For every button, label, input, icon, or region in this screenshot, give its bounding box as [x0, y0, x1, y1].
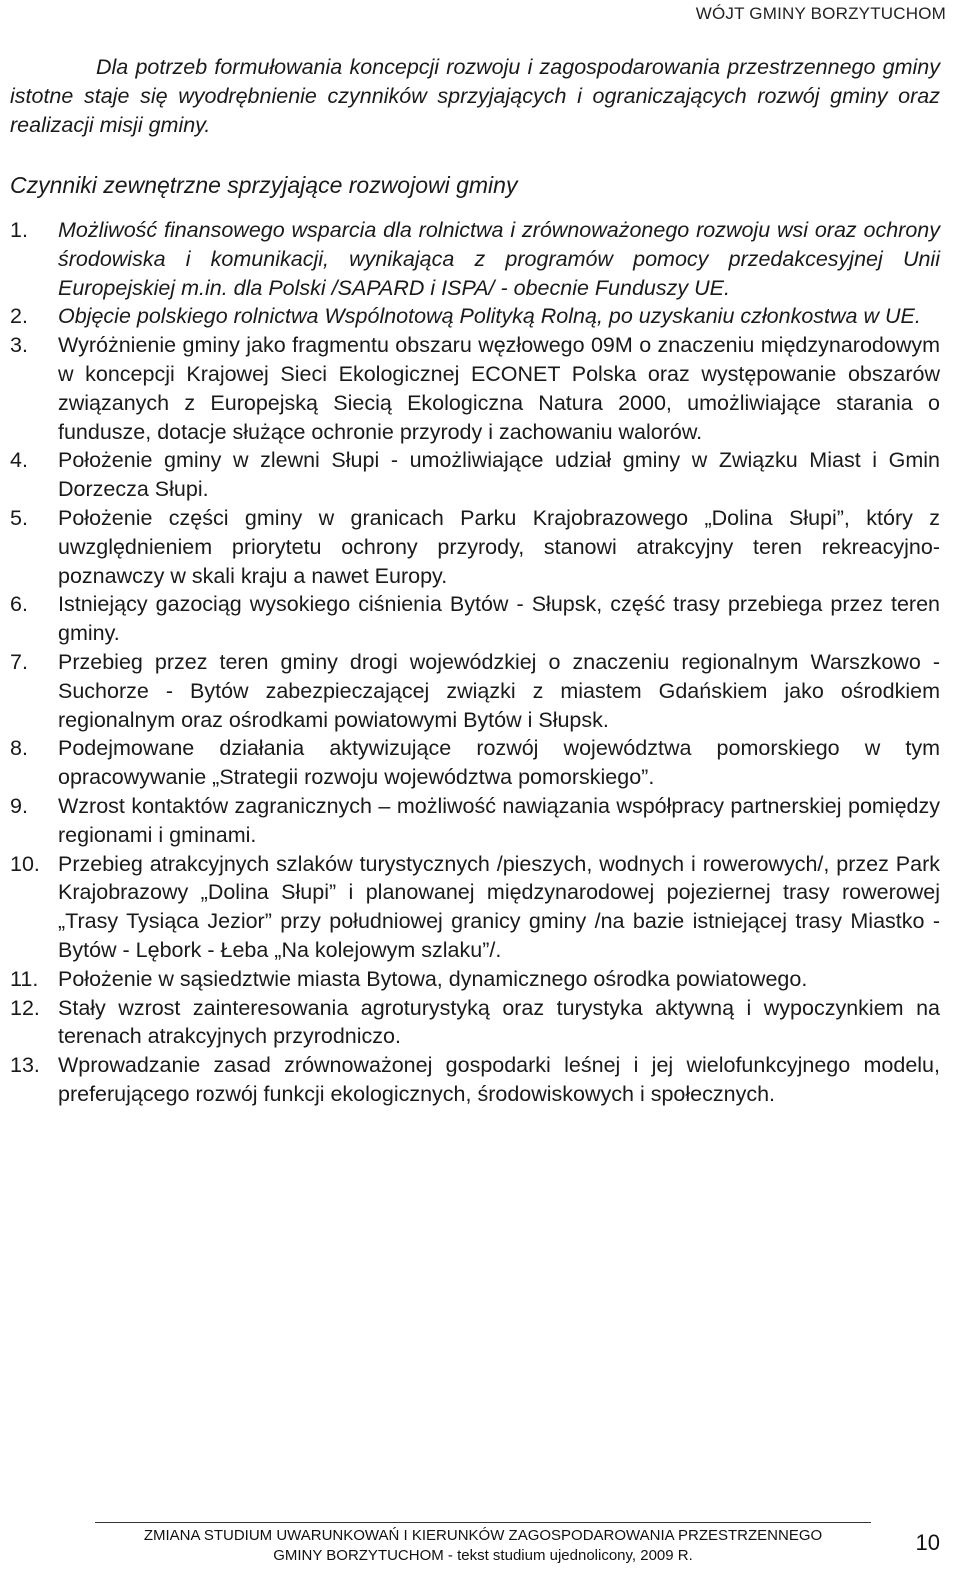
list-item-text: Objęcie polskiego rolnictwa Wspólnotową Polityką Rolną, po uzyskaniu członkostwa w UE. — [58, 304, 921, 329]
list-item-number: 3. — [10, 333, 28, 358]
list-item — [10, 590, 940, 648]
list-item — [10, 302, 940, 331]
list-item-number: 12. — [10, 995, 40, 1020]
list-item-text: Położenie w sąsiedztwie miasta Bytowa, dynamicznego ośrodka powiatowego. — [58, 966, 808, 991]
list-item — [10, 1051, 940, 1109]
list-item-text: Położenie gminy w zlewni Słupi - umożliwiające udział gminy w Związku Miast i Gmin Dorzecza Słupi. — [58, 448, 940, 502]
list-item — [10, 216, 940, 302]
running-header: WÓJT GMINY BORZYTUCHOM — [695, 4, 946, 23]
list-item-number: 1. — [10, 218, 28, 242]
list-item-text: Stały wzrost zainteresowania agroturystyką oraz turystyka aktywną i wypoczynkiem na terenach atrakcyjnych przyrodniczo. — [58, 995, 940, 1049]
list-item-text: Możliwość finansowego wsparcia dla rolnictwa i zrównoważonego rozwoju wsi oraz ochrony środowiska i komunikacji, wynikająca z programów pomocy przedakcesyjnej Unii Europejskiej m.in. dla Polski /SAPARD i ISPA/ - obecnie Funduszy UE. — [58, 218, 940, 300]
list-item-number: 9. — [10, 793, 28, 818]
list-item — [10, 504, 940, 590]
list-item — [10, 331, 940, 446]
footer-divider — [95, 1522, 871, 1523]
page-footer — [0, 1522, 960, 1591]
list-item — [10, 446, 940, 504]
list-item-number: 5. — [10, 505, 28, 530]
document-body — [10, 53, 940, 1109]
list-item — [10, 734, 940, 792]
footer-subtitle-line: GMINY BORZYTUCHOM - tekst studium ujednolicony, 2009 R. — [273, 1547, 693, 1564]
list-item-text: Przebieg atrakcyjnych szlaków turystycznych /pieszych, wodnych i rowerowych/, przez Park Krajobrazowy „Dolina Słupi” i planowanej międzynarodowej pojeziernej trasy rowerowej „Trasy Tysiąca Jezior” przy południowej granicy gminy /na bazie istniejącej trasy Miastko - Bytów - Lębork - Łeba „Na kolejowym szlaku”/. — [58, 851, 940, 962]
section-heading: Czynniki zewnętrzne sprzyjające rozwojowi gminy — [10, 172, 518, 198]
intro-paragraph: Dla potrzeb formułowania koncepcji rozwoju i zagospodarowania przestrzennego gminy istotne staje się wyodrębnienie czynników sprzyjających i ograniczających rozwój gminy oraz realizacji misji gminy. — [10, 55, 940, 137]
list-item — [10, 648, 940, 734]
factor-list — [10, 216, 940, 1109]
list-item-number: 10. — [10, 851, 40, 876]
list-item-text: Przebieg przez teren gminy drogi wojewódzkiej o znaczeniu regionalnym Warszkowo - Suchorze - Bytów zabezpieczającej związki z miastem Gdańskiem jako ośrodkiem regionalnym oraz ośrodkami powiatowymi Bytów i Słupsk. — [58, 649, 940, 732]
list-item-text: Wprowadzanie zasad zrównoważonej gospodarki leśnej i jej wielofunkcyjnego modelu, preferującego rozwój funkcji ekologicznych, środowiskowych i społecznych. — [58, 1053, 940, 1106]
list-item — [10, 792, 940, 850]
footer-title-line: ZMIANA STUDIUM UWARUNKOWAŃ I KIERUNKÓW ZAGOSPODAROWANIA PRZESTRZENNEGO — [143, 1527, 823, 1544]
list-item-number: 2. — [10, 304, 28, 329]
list-item-number: 6. — [10, 592, 28, 617]
list-item — [10, 994, 940, 1052]
list-item-number: 4. — [10, 448, 28, 473]
list-item-text: Wyróżnienie gminy jako fragmentu obszaru węzłowego 09M o znaczeniu międzynarodowym w koncepcji Krajowej Sieci Ekologicznej ECONET Polska oraz występowanie obszarów związanych z Europejską Siecią Ekologiczna Natura 2000, umożliwiające starania o fundusze, dotacje służące ochronie przyrody i zachowaniu walorów. — [58, 333, 940, 444]
list-item — [10, 965, 940, 994]
list-item-number: 7. — [10, 649, 28, 674]
list-item-number: 8. — [10, 736, 28, 761]
list-item-text: Podejmowane działania aktywizujące rozwój województwa pomorskiego w tym opracowywanie „Strategii rozwoju województwa pomorskiego”. — [58, 736, 940, 790]
list-item — [10, 850, 940, 965]
list-item-number: 11. — [10, 966, 39, 991]
list-item-number: 13. — [10, 1053, 40, 1078]
list-item-text: Istniejący gazociąg wysokiego ciśnienia Bytów - Słupsk, część trasy przebiega przez teren gminy. — [58, 592, 940, 646]
page-number: 10 — [915, 1530, 940, 1555]
list-item-text: Położenie części gminy w granicach Parku Krajobrazowego „Dolina Słupi”, który z uwzględnieniem priorytetu ochrony przyrody, stanowi atrakcyjny teren rekreacyjno-poznawczy w skali kraju a nawet Europy. — [58, 505, 940, 588]
list-item-text: Wzrost kontaktów zagranicznych – możliwość nawiązania współpracy partnerskiej pomiędzy regionami i gminami. — [58, 793, 940, 847]
